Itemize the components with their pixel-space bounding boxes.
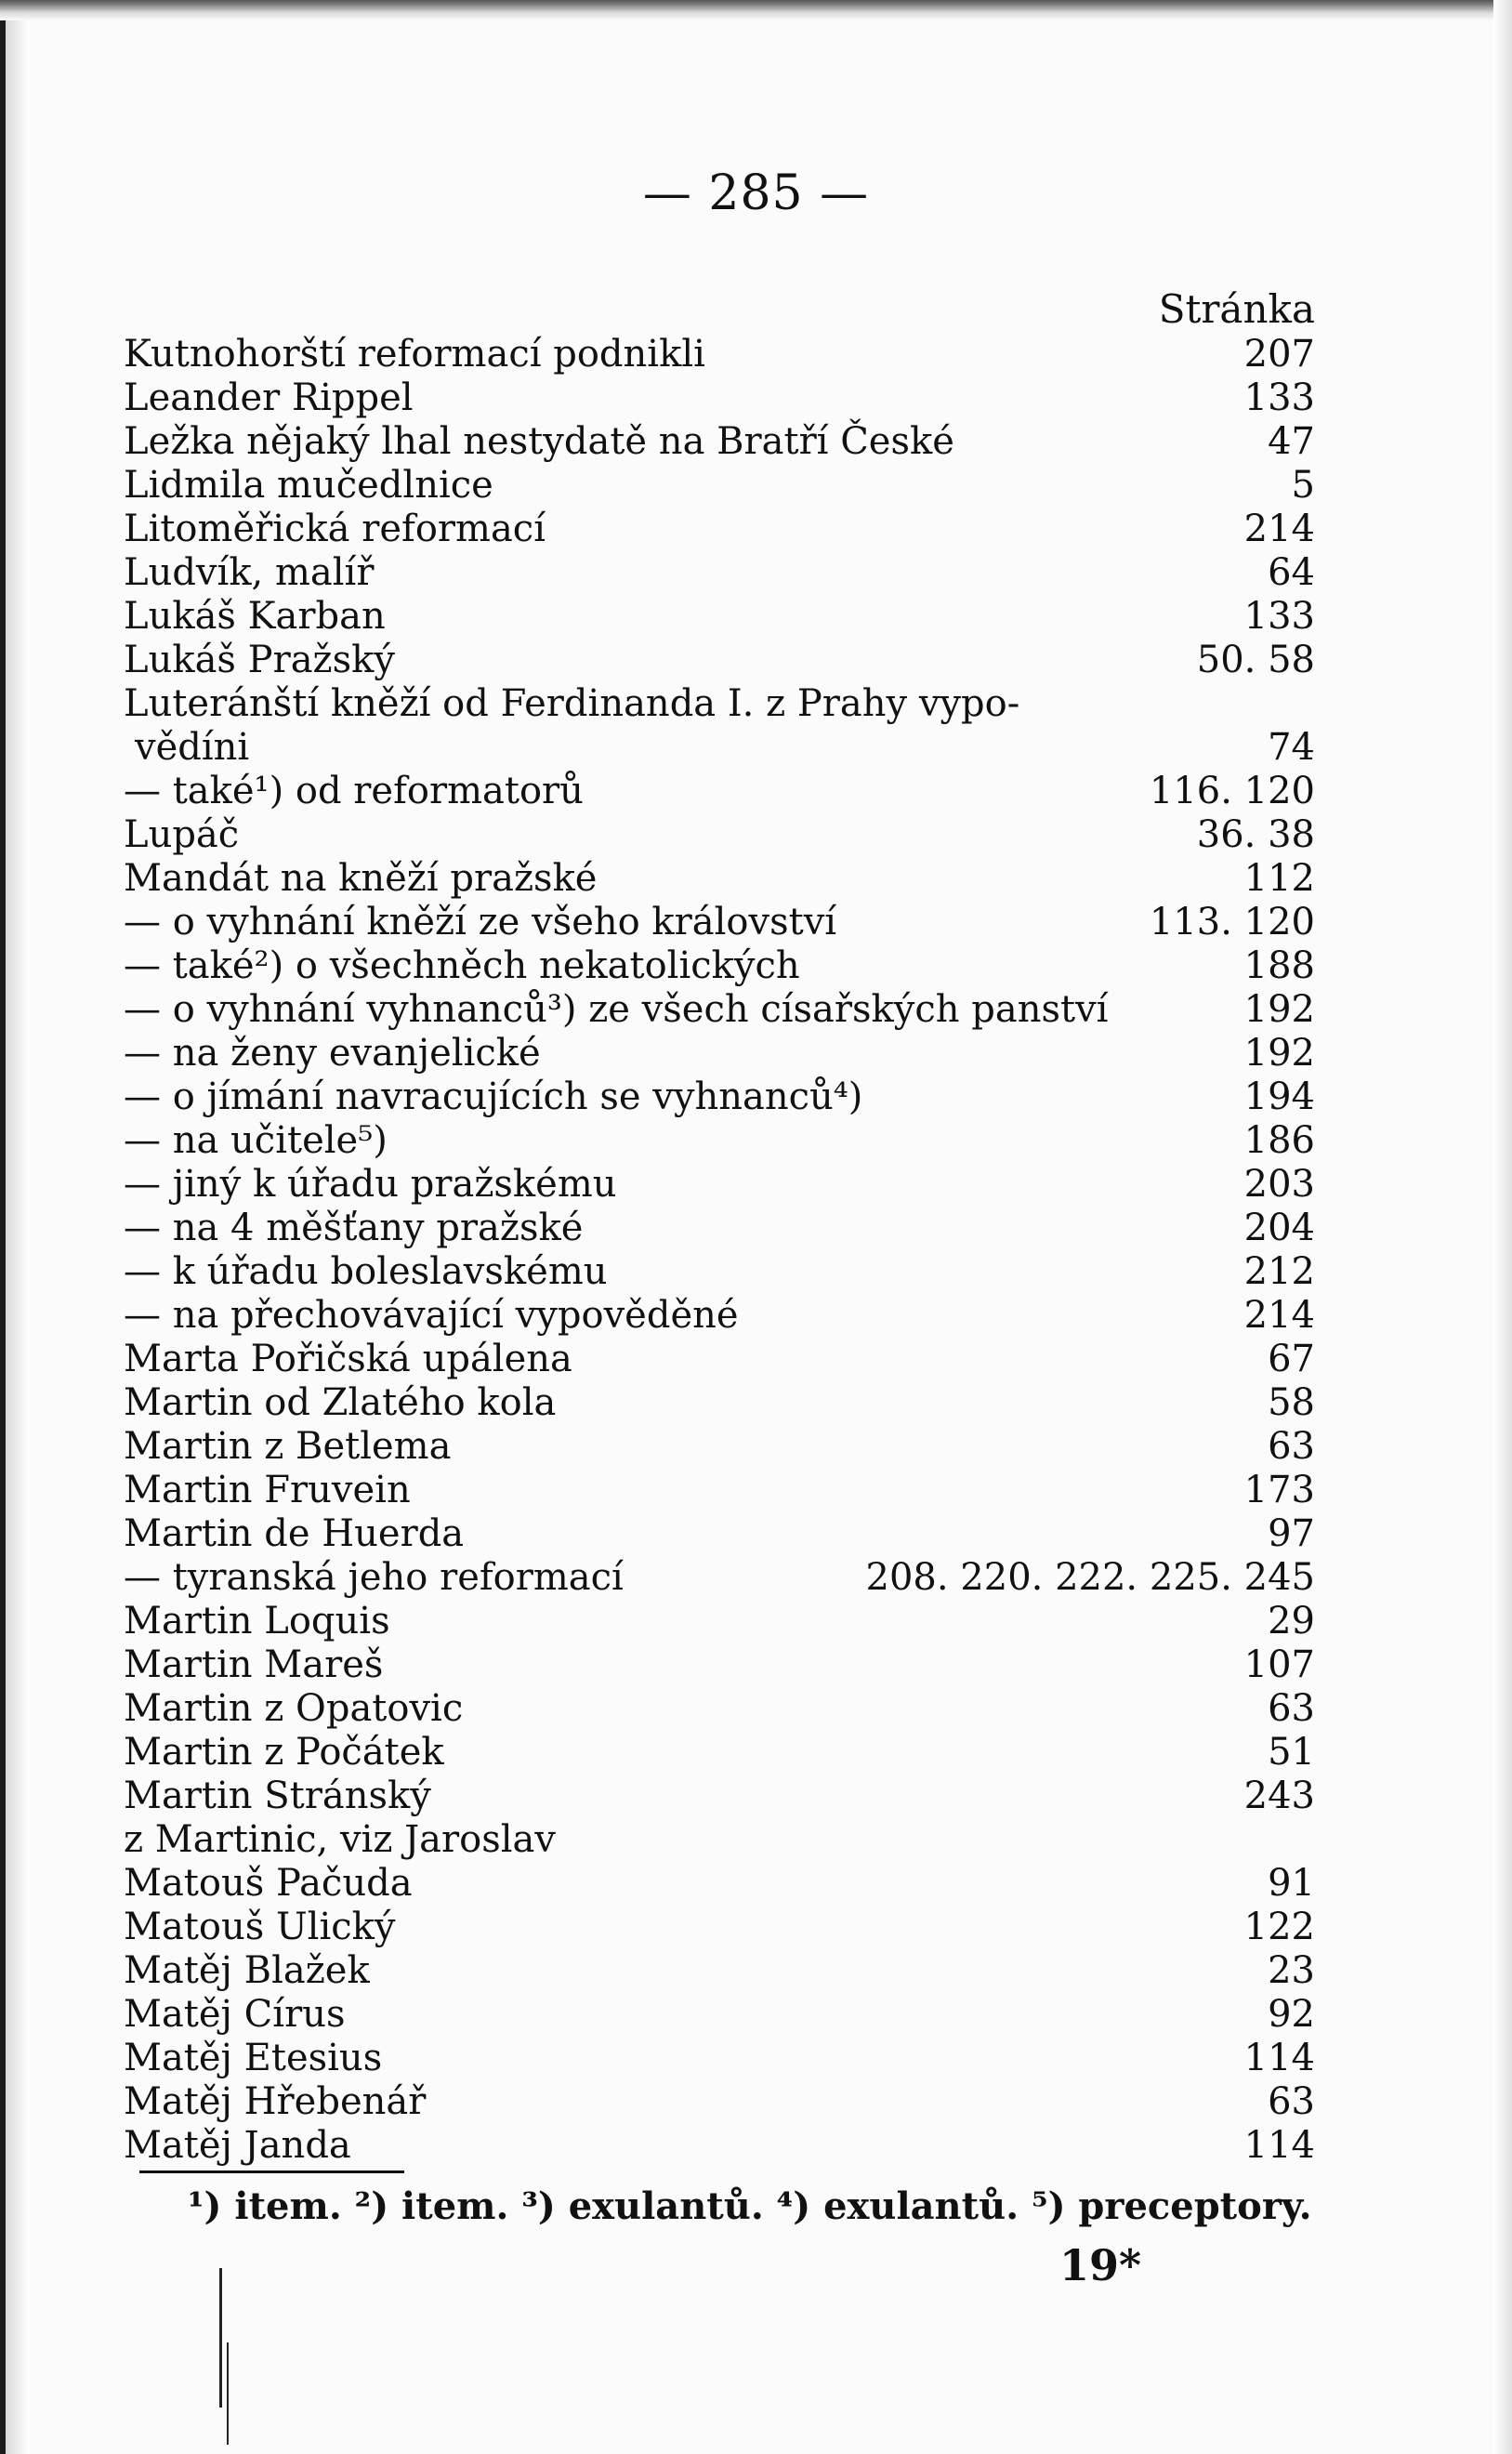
entry-page: 203: [1243, 1163, 1315, 1206]
index-entry: [124, 1556, 1315, 1600]
index-entry: [124, 2037, 1315, 2080]
scratch-mark: [219, 2268, 222, 2408]
index-entry: [124, 420, 1315, 464]
page-left-edge: [0, 0, 30, 2454]
index-entry: [124, 944, 1315, 988]
entry-page: 208. 220. 222. 225. 245: [865, 1556, 1315, 1599]
entry-page: 186: [1243, 1119, 1315, 1162]
entry-text: Matouš Ulický: [124, 1906, 396, 1948]
entry-page: 204: [1243, 1207, 1315, 1249]
entry-text: Martin od Zlatého kola: [124, 1381, 557, 1424]
entry-page: 51: [1268, 1731, 1315, 1774]
index-entry: [124, 988, 1315, 1032]
column-header-page: Stránka: [1158, 286, 1315, 332]
index-entry: [124, 595, 1315, 639]
index-entry: [124, 1207, 1315, 1250]
entry-page: 58: [1268, 1381, 1315, 1424]
entry-page: 63: [1268, 1687, 1315, 1730]
entry-text: — na ženy evanjelické: [124, 1032, 541, 1075]
entry-text: — na přechovávající vypověděné: [124, 1294, 739, 1337]
entry-text: Ležka nějaký lhal nestydatě na Bratří České: [124, 420, 954, 463]
index-entry: [124, 1949, 1315, 1993]
entry-page: 23: [1268, 1949, 1315, 1992]
entry-page: 47: [1268, 420, 1315, 463]
entry-text: Martin z Opatovic: [124, 1687, 464, 1730]
entry-text: Ludvík, malíř: [124, 551, 375, 594]
signature-mark: 19*: [1059, 2240, 1142, 2290]
index-entry: [124, 1818, 1315, 1862]
index-entry: [124, 682, 1315, 726]
index-entry: [124, 508, 1315, 551]
entry-text: Mandát na kněží pražské: [124, 857, 598, 900]
entry-page: 113. 120: [1149, 901, 1315, 943]
entry-page: 188: [1243, 944, 1315, 987]
entry-page: 92: [1268, 1993, 1315, 2036]
entry-page: 194: [1243, 1075, 1315, 1118]
index-entry: [124, 333, 1315, 376]
index-entry: [124, 551, 1315, 595]
index-entry: [124, 464, 1315, 508]
entry-page: 64: [1268, 551, 1315, 594]
entry-text: Matěj Janda: [124, 2124, 351, 2167]
index-entry: [124, 1643, 1315, 1687]
entry-page: 5: [1291, 464, 1315, 507]
index-entry: [124, 1600, 1315, 1643]
entry-text: Martin Loquis: [124, 1600, 390, 1643]
index-entry: [124, 1338, 1315, 1381]
index-entry: [124, 1906, 1315, 1949]
entry-page: 36. 38: [1196, 813, 1315, 856]
index-entry: [124, 1250, 1315, 1294]
entry-text: Martin z Betlema: [124, 1425, 452, 1468]
entry-page: 91: [1268, 1862, 1315, 1905]
entry-page: 107: [1243, 1643, 1315, 1686]
index-entry: [124, 2124, 1315, 2168]
index-entry: [124, 1731, 1315, 1775]
page-right-edge: [1493, 0, 1512, 2454]
entry-page: 67: [1268, 1338, 1315, 1380]
index-entry: [124, 1512, 1315, 1556]
page-top-edge: [0, 0, 1512, 20]
entry-text: Marta Pořičská upálena: [124, 1338, 572, 1380]
index-entry: [124, 1687, 1315, 1731]
entry-text: — o vyhnání vyhnanců³) ze všech císařských panství: [124, 988, 1109, 1031]
index-entry: [124, 1294, 1315, 1338]
footnote-rule: [139, 2170, 404, 2173]
index-entry: [124, 1469, 1315, 1512]
page-number: — 285 —: [642, 165, 870, 221]
entry-text: Martin Stránský: [124, 1775, 431, 1817]
entry-text: Lidmila mučedlnice: [124, 464, 493, 507]
entry-text: — také¹) od reformatorů: [124, 770, 584, 812]
index-entry: [124, 1993, 1315, 2037]
index-entry: [124, 1862, 1315, 1906]
entry-text: Martin Fruvein: [124, 1469, 411, 1511]
entry-text: Kutnohorští reformací podnikli: [124, 333, 705, 376]
index-entry: [124, 770, 1315, 813]
entry-text: Matouš Pačuda: [124, 1862, 413, 1905]
entry-text: Martin de Huerda: [124, 1512, 465, 1555]
entry-text: Lukáš Pražský: [124, 639, 395, 681]
entry-page: 114: [1243, 2124, 1315, 2167]
index-entry: [124, 1775, 1315, 1818]
index-list: [124, 333, 1315, 2168]
entry-text: Matěj Etesius: [124, 2037, 383, 2079]
index-entry: [124, 1032, 1315, 1075]
entry-text: — na učitele⁵): [124, 1119, 388, 1162]
index-entry: [124, 857, 1315, 901]
entry-text: Matěj Blažek: [124, 1949, 370, 1992]
entry-text: Lukáš Karban: [124, 595, 386, 638]
index-entry: [124, 1425, 1315, 1469]
entry-page: 214: [1243, 1294, 1315, 1337]
scratch-mark: [227, 2342, 229, 2445]
entry-text: Matěj Círus: [124, 1993, 346, 2036]
entry-page: 214: [1243, 508, 1315, 550]
entry-text: — jiný k úřadu pražskému: [124, 1163, 617, 1206]
index-entry: [124, 1119, 1315, 1163]
entry-page: 114: [1243, 2037, 1315, 2079]
entry-text: Luteránští kněží od Ferdinanda I. z Prahy vypo-: [124, 682, 1020, 725]
entry-text: Lupáč: [124, 813, 240, 856]
entry-page: 50. 58: [1196, 639, 1315, 681]
entry-page: 212: [1243, 1250, 1315, 1293]
index-entry: [124, 1163, 1315, 1207]
entry-text: vědíni: [135, 726, 250, 769]
entry-page: 243: [1243, 1775, 1315, 1817]
entry-text: Leander Rippel: [124, 376, 414, 419]
entry-text: Matěj Hřebenář: [124, 2080, 427, 2123]
entry-page: 97: [1268, 1512, 1315, 1555]
entry-text: — také²) o všechněch nekatolických: [124, 944, 800, 987]
entry-page: 74: [1268, 726, 1315, 769]
entry-page: 29: [1268, 1600, 1315, 1643]
entry-text: — k úřadu boleslavskému: [124, 1250, 608, 1293]
entry-page: 192: [1243, 1032, 1315, 1075]
entry-page: 173: [1243, 1469, 1315, 1511]
entry-page: 133: [1243, 595, 1315, 638]
entry-text: — tyranská jeho reformací: [124, 1556, 624, 1599]
entry-text: — o vyhnání kněží ze všeho království: [124, 901, 837, 943]
index-entry: [124, 726, 1315, 770]
entry-page: 116. 120: [1149, 770, 1315, 812]
index-entry: [124, 376, 1315, 420]
index-entry: [124, 901, 1315, 944]
entry-page: 192: [1243, 988, 1315, 1031]
entry-text: — na 4 měšťany pražské: [124, 1207, 584, 1249]
index-entry: [124, 1381, 1315, 1425]
entry-text: z Martinic, viz Jaroslav: [124, 1818, 556, 1861]
index-entry: [124, 1075, 1315, 1119]
index-entry: [124, 813, 1315, 857]
index-entry: [124, 639, 1315, 682]
entry-text: — o jímání navracujících se vyhnanců⁴): [124, 1075, 863, 1118]
entry-text: Martin z Počátek: [124, 1731, 444, 1774]
entry-page: 207: [1243, 333, 1315, 376]
footnotes: ¹) item. ²) item. ³) exulantů. ⁴) exulantů. ⁵) preceptory.: [188, 2184, 1312, 2228]
entry-page: 133: [1243, 376, 1315, 419]
entry-text: Martin Mareš: [124, 1643, 384, 1686]
entry-page: 63: [1268, 2080, 1315, 2123]
entry-page: 63: [1268, 1425, 1315, 1468]
entry-page: 112: [1243, 857, 1315, 900]
entry-page: 122: [1243, 1906, 1315, 1948]
entry-text: Litoměřická reformací: [124, 508, 546, 550]
index-entry: [124, 2080, 1315, 2124]
